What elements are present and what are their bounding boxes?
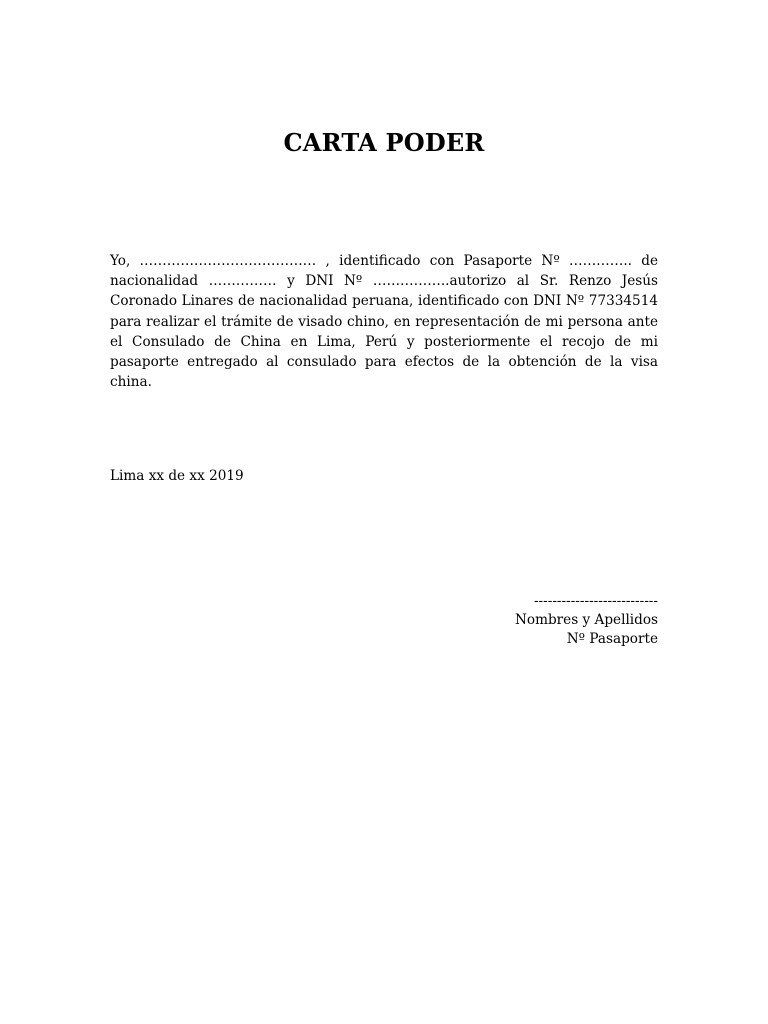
body-paragraph: Yo, ………………………………… , identificado con Pasaporte Nº ………….. de nacionalidad …………… y DNI Nº ……………..autorizo al Sr. Renzo Jesús Coronado Linares de nacionalidad peruana, identificado con DNI Nº 77334514 para realizar el trámite de visado chino, en representación de mi persona ante el Consulado de China en Lima, Perú y posteriormente el recojo de mi pasaporte entregado al consulado para efectos de la obtención de la visa china. [110,253,658,391]
signature-name-label: Nombres y Apellidos [515,612,658,628]
document-title: CARTA PODER [283,128,485,157]
signature-line: --------------------------- [533,593,658,609]
date-line: Lima xx de xx 2019 [110,468,244,484]
signature-block [358,592,658,649]
signature-passport-label: Nº Pasaporte [566,631,658,647]
